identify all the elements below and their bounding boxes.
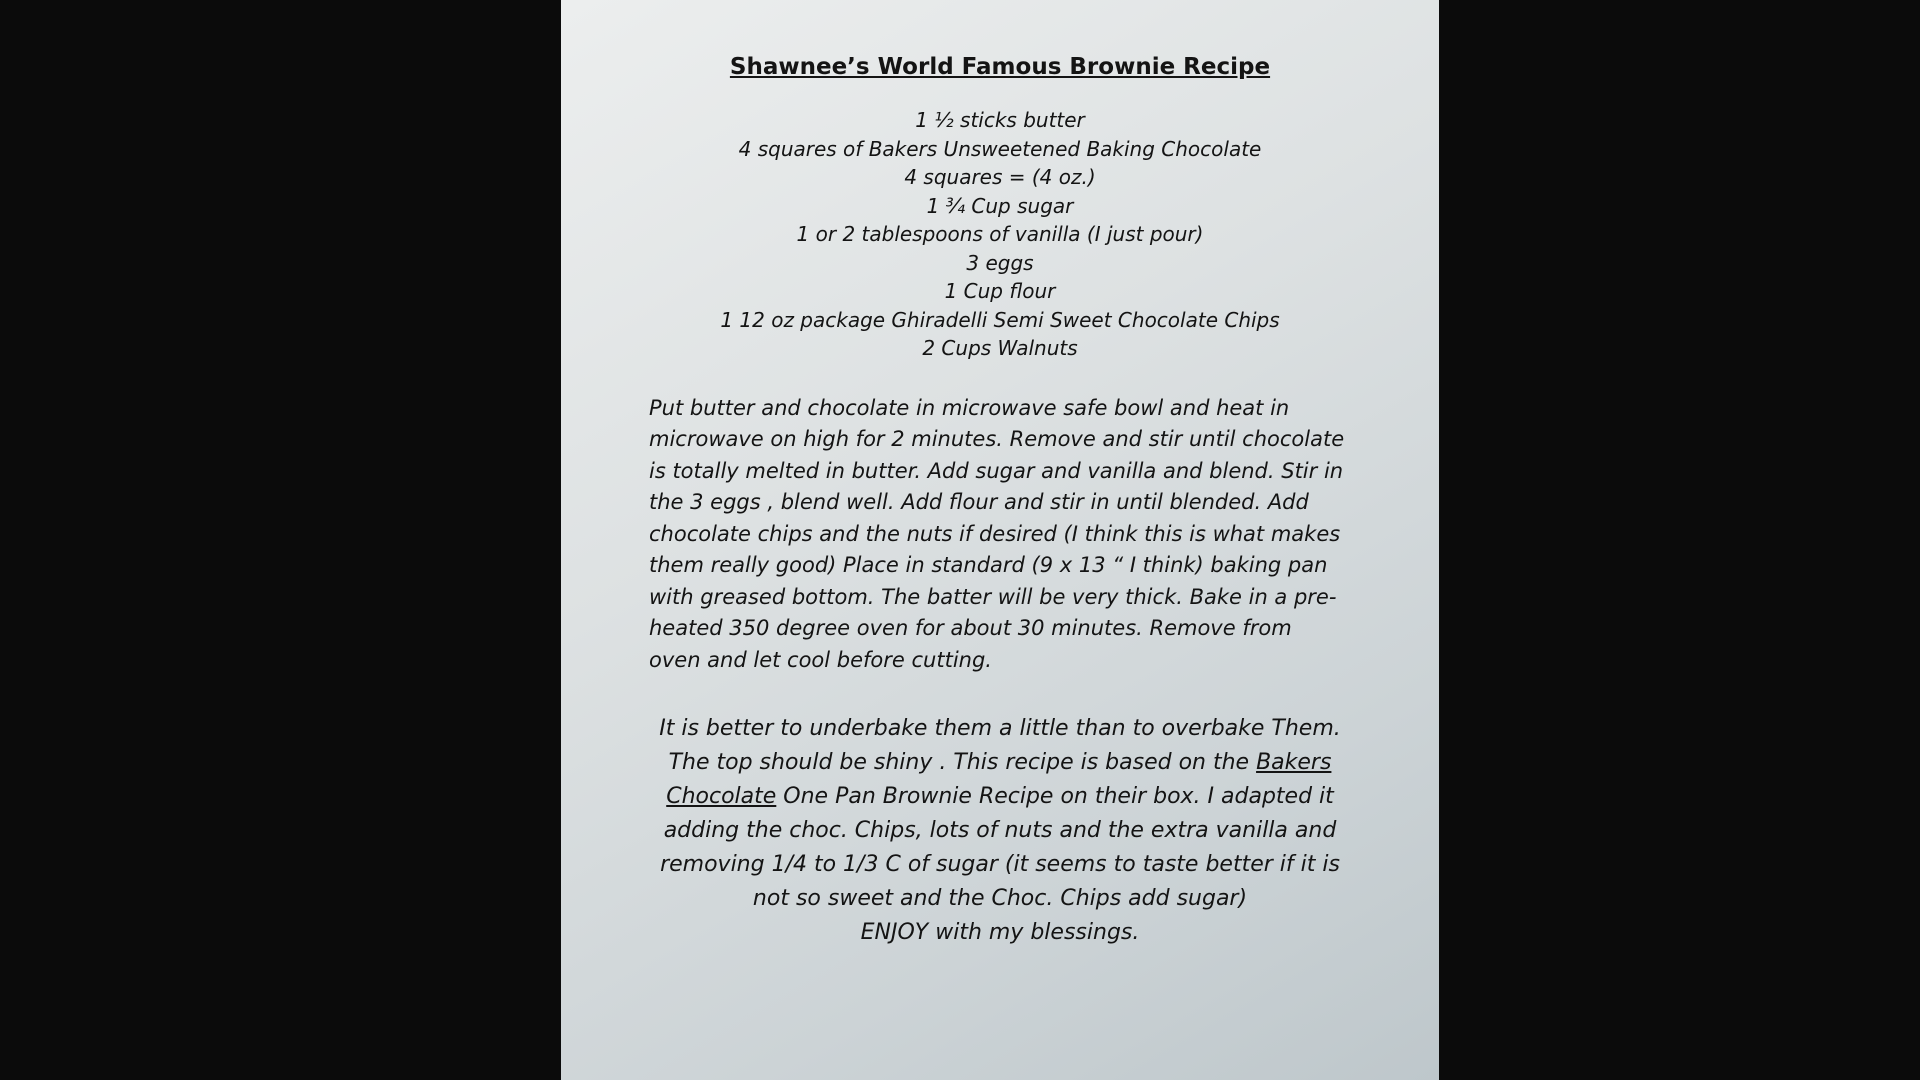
note-intro: It is better to underbake them a little than to overbake Them. The top should be shiny . This recipe is based on the: [659, 716, 1341, 775]
ingredient-item: 1 Cup flour: [944, 279, 1056, 303]
ingredient-item: 1 ¾ Cup sugar: [926, 193, 1074, 218]
ingredient-item: 2 Cups Walnuts: [922, 336, 1078, 360]
note-rest: One Pan Brownie Recipe on their box. I adapted it adding the choc. Chips, lots of nuts and the extra vanilla and removing 1/4 to 1/3 C of sugar (it seems to taste better if it is not so sweet and the Choc. Chips add sugar): [660, 784, 1340, 911]
ingredient-item: 1 ½ sticks butter: [915, 108, 1085, 132]
baking-note-paragraph: [641, 712, 1359, 916]
ingredient-item: 4 squares = (4 oz.): [904, 165, 1096, 189]
ingredient-item: 3 eggs: [966, 250, 1034, 275]
ingredient-item: 4 squares of Bakers Unsweetened Baking Chocolate: [738, 136, 1262, 161]
recipe-title: Shawnee’s World Famous Brownie Recipe: [729, 54, 1271, 80]
ingredient-item: 1 or 2 tablespoons of vanilla (I just pour): [796, 222, 1204, 246]
note-underlined-brand: Bakers Chocolate: [666, 750, 1332, 809]
ingredient-item: 1 12 oz package Ghiradelli Semi Sweet Chocolate Chips: [720, 307, 1280, 332]
recipe-paper: [561, 0, 1439, 1080]
directions-paragraph: Put butter and chocolate in microwave safe bowl and heat in microwave on high for 2 minutes. Remove and stir until chocolate is totally melted in butter. Add sugar and vanilla and blend. Stir in the 3 eggs , blend well. Add flour and stir in until blended. Add chocolate chips and the nuts if desired (I think this is what makes them really good) Place in standard (9 x 13 “ I think) baking pan with greased bottom. The batter will be very thick. Bake in a pre-heated 350 degree oven for about 30 minutes. Remove from oven and let cool before cutting.: [649, 395, 1345, 672]
ingredient-list: [661, 106, 1339, 363]
closing-line: ENJOY with my blessings.: [860, 920, 1140, 945]
